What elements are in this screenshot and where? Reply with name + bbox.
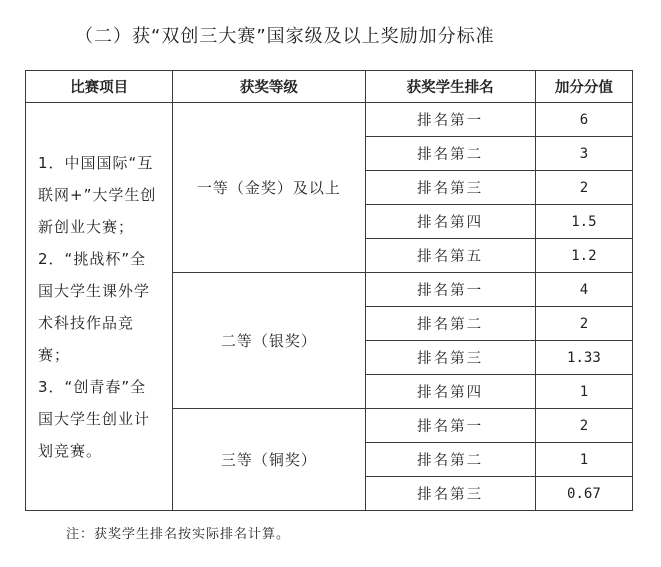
points-cell: 1 <box>535 443 632 477</box>
points-cell: 1.5 <box>535 205 632 239</box>
award-level-bronze: 三等（铜奖） <box>173 409 365 511</box>
competition-line: 2．“挑战杯”全 <box>38 249 147 268</box>
section-heading: （二）获“双创三大赛”国家级及以上奖励加分标准 <box>75 26 495 47</box>
points-cell: 6 <box>535 103 632 137</box>
rank-cell: 排名第一 <box>365 273 535 307</box>
award-level-gold: 一等（金奖）及以上 <box>173 103 365 273</box>
rank-cell: 排名第五 <box>365 239 535 273</box>
competition-line: 新创业大赛； <box>38 217 135 236</box>
rank-cell: 排名第三 <box>365 341 535 375</box>
competition-line: 术科技作品竞 <box>38 313 135 332</box>
header-student-rank: 获奖学生排名 <box>365 71 535 103</box>
competition-line: 1．中国国际“互 <box>38 153 154 172</box>
table-row <box>26 103 633 137</box>
competition-line: 联网+”大学生创 <box>38 185 157 204</box>
competition-list-cell <box>26 103 173 511</box>
award-level-silver: 二等（银奖） <box>173 273 365 409</box>
points-cell: 1 <box>535 375 632 409</box>
header-award-level: 获奖等级 <box>173 71 365 103</box>
rank-cell: 排名第三 <box>365 477 535 511</box>
points-cell: 0.67 <box>535 477 632 511</box>
bonus-points-table <box>25 70 633 511</box>
points-cell: 1.33 <box>535 341 632 375</box>
footnote: 注：获奖学生排名按实际排名计算。 <box>66 527 291 542</box>
rank-cell: 排名第二 <box>365 137 535 171</box>
rank-cell: 排名第一 <box>365 103 535 137</box>
competition-line: 划竞赛。 <box>38 441 103 460</box>
rank-cell: 排名第四 <box>365 205 535 239</box>
header-competition: 比赛项目 <box>26 71 173 103</box>
points-cell: 2 <box>535 171 632 205</box>
points-cell: 1.2 <box>535 239 632 273</box>
rank-cell: 排名第一 <box>365 409 535 443</box>
competition-line: 国大学生创业计 <box>38 409 151 428</box>
competition-line: 3．“创青春”全 <box>38 377 147 396</box>
points-cell: 4 <box>535 273 632 307</box>
competition-line: 赛； <box>38 345 71 364</box>
rank-cell: 排名第二 <box>365 307 535 341</box>
points-cell: 2 <box>535 409 632 443</box>
header-bonus-points: 加分分值 <box>535 71 632 103</box>
table-header-row <box>26 71 633 103</box>
points-cell: 3 <box>535 137 632 171</box>
points-cell: 2 <box>535 307 632 341</box>
rank-cell: 排名第二 <box>365 443 535 477</box>
competition-line: 国大学生课外学 <box>38 281 151 300</box>
rank-cell: 排名第四 <box>365 375 535 409</box>
rank-cell: 排名第三 <box>365 171 535 205</box>
